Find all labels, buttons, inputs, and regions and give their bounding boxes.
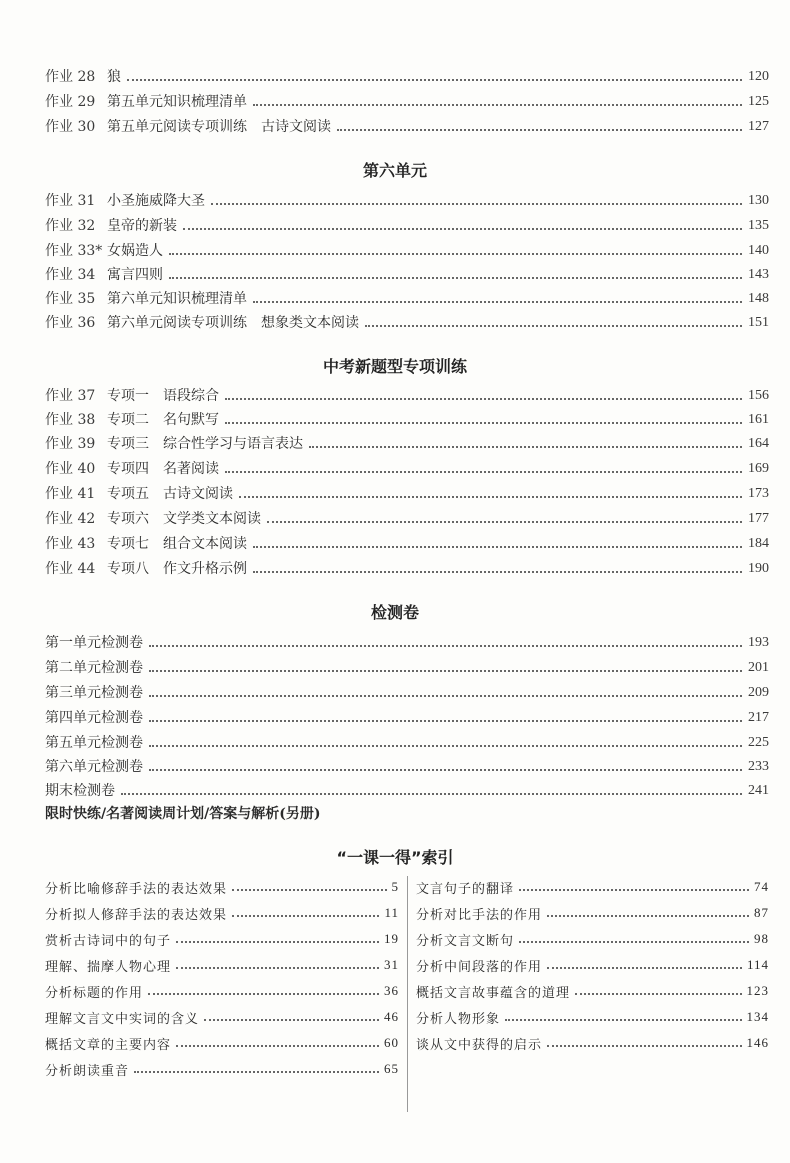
- entry-title: 第二单元检测卷: [45, 660, 143, 676]
- entry-title: 第六单元知识梳理清单: [107, 291, 247, 307]
- leader-dots: [253, 546, 742, 548]
- entry-number: 作业 35: [45, 291, 96, 307]
- index-entry[interactable]: [45, 1058, 399, 1080]
- entry-number: 作业 29: [45, 94, 96, 110]
- index-page: 19: [384, 931, 399, 946]
- leader-dots: [149, 720, 742, 722]
- leader-dots: [149, 745, 742, 747]
- index-page: 65: [384, 1061, 399, 1076]
- leader-dots: [225, 471, 742, 473]
- index-page: 134: [746, 1009, 769, 1024]
- toc-entry[interactable]: [45, 240, 769, 262]
- index-page: 11: [384, 905, 399, 920]
- index-title: 分析朗读重音: [45, 1063, 130, 1079]
- index-page: 146: [746, 1035, 769, 1050]
- entry-title: 第六单元阅读专项训练 想象类文本阅读: [107, 315, 359, 331]
- entry-number: 作业 31: [45, 193, 96, 209]
- index-entry[interactable]: [416, 928, 769, 950]
- leader-dots: [169, 253, 742, 255]
- entry-title: 专项八 作文升格示例: [107, 561, 247, 577]
- leader-dots: [519, 941, 749, 943]
- entry-number: 作业 41: [45, 486, 96, 502]
- index-entry[interactable]: [416, 902, 769, 924]
- index-entry[interactable]: [45, 1006, 399, 1028]
- entry-number: 作业 36: [45, 315, 96, 331]
- leader-dots: [253, 301, 742, 303]
- entry-title: 第五单元知识梳理清单: [107, 94, 247, 110]
- index-page: 114: [746, 957, 769, 972]
- entry-title: 第六单元检测卷: [45, 759, 143, 775]
- supplement-note: 限时快练/名著阅读周计划/答案与解析(另册): [45, 806, 321, 822]
- entry-page: 169: [748, 461, 769, 476]
- index-title: 概括文章的主要内容: [45, 1037, 172, 1053]
- index-page: 123: [746, 983, 769, 998]
- entry-number: 作业 44: [45, 561, 96, 577]
- entry-page: 130: [748, 193, 769, 208]
- leader-dots: [225, 422, 742, 424]
- entry-number: 作业 43: [45, 536, 96, 552]
- entry-page: 190: [748, 561, 769, 576]
- leader-dots: [253, 571, 742, 573]
- entry-page: 177: [748, 511, 769, 526]
- entry-title: 专项五 古诗文阅读: [107, 486, 233, 502]
- entry-page: 233: [748, 759, 769, 774]
- entry-page: 156: [748, 388, 769, 403]
- index-entry[interactable]: [45, 928, 399, 950]
- leader-dots: [176, 967, 379, 969]
- index-title: 分析人物形象: [416, 1011, 501, 1027]
- leader-dots: [176, 1045, 379, 1047]
- toc-entry[interactable]: [45, 756, 769, 778]
- entry-title: 专项七 组合文本阅读: [107, 536, 247, 552]
- entry-number: 作业 42: [45, 511, 96, 527]
- index-entry[interactable]: [416, 980, 769, 1002]
- index-page: 74: [754, 879, 769, 894]
- toc-entry[interactable]: [45, 508, 769, 530]
- leader-dots: [225, 398, 742, 400]
- leader-dots: [134, 1071, 379, 1073]
- toc-entry[interactable]: [45, 433, 769, 455]
- leader-dots: [267, 521, 742, 523]
- leader-dots: [309, 446, 742, 448]
- entry-page: 140: [748, 243, 769, 258]
- toc-entry[interactable]: [45, 657, 769, 679]
- leader-dots: [121, 793, 742, 795]
- entry-page: 125: [748, 94, 769, 109]
- entry-title: 第五单元阅读专项训练 古诗文阅读: [107, 119, 331, 135]
- entry-page: 241: [748, 783, 769, 798]
- entry-page: 217: [748, 710, 769, 725]
- entry-title: 寓言四则: [107, 267, 163, 283]
- leader-dots: [149, 695, 742, 697]
- index-title: 分析文言文断句: [416, 933, 515, 949]
- index-entry[interactable]: [416, 876, 769, 898]
- toc-entry[interactable]: [45, 190, 769, 212]
- index-title: 分析比喻修辞手法的表达效果: [45, 881, 228, 897]
- index-page: 60: [384, 1035, 399, 1050]
- entry-page: 151: [748, 315, 769, 330]
- entry-page: 209: [748, 685, 769, 700]
- index-title: 谈从文中获得的启示: [416, 1037, 543, 1053]
- index-title: 分析拟人修辞手法的表达效果: [45, 907, 228, 923]
- leader-dots: [547, 1045, 741, 1047]
- entry-title: 专项四 名著阅读: [107, 461, 219, 477]
- section-heading-tests: 检测卷: [370, 603, 419, 622]
- leader-dots: [183, 228, 742, 230]
- entry-page: 143: [748, 267, 769, 282]
- entry-page: 184: [748, 536, 769, 551]
- index-title: 文言句子的翻译: [416, 881, 515, 897]
- toc-entry[interactable]: [45, 215, 769, 237]
- entry-page: 173: [748, 486, 769, 501]
- leader-dots: [253, 104, 742, 106]
- index-page: 87: [754, 905, 769, 920]
- entry-title: 第三单元检测卷: [45, 685, 143, 701]
- index-title: 分析对比手法的作用: [416, 907, 543, 923]
- leader-dots: [176, 941, 379, 943]
- toc-entry[interactable]: [45, 116, 769, 138]
- entry-title: 期末检测卷: [45, 783, 115, 799]
- entry-number: 作业 37: [45, 388, 96, 404]
- entry-title: 第四单元检测卷: [45, 710, 143, 726]
- leader-dots: [148, 993, 379, 995]
- entry-title: 小圣施威降大圣: [107, 193, 205, 209]
- index-entry[interactable]: [416, 1006, 769, 1028]
- toc-entry[interactable]: [45, 632, 769, 654]
- toc-entry[interactable]: [45, 483, 769, 505]
- index-entry[interactable]: [416, 954, 769, 976]
- entry-title: 第五单元检测卷: [45, 735, 143, 751]
- leader-dots: [239, 496, 742, 498]
- toc-entry[interactable]: [45, 558, 769, 580]
- index-title: 分析标题的作用: [45, 985, 144, 1001]
- index-entry[interactable]: [45, 980, 399, 1002]
- leader-dots: [575, 993, 741, 995]
- leader-dots: [547, 915, 749, 917]
- index-entry[interactable]: [45, 1032, 399, 1054]
- leader-dots: [211, 203, 742, 205]
- section-heading-index: “一课一得”索引: [336, 848, 454, 867]
- leader-dots: [519, 889, 749, 891]
- entry-page: 225: [748, 735, 769, 750]
- index-title: 赏析古诗词中的句子: [45, 933, 172, 949]
- entry-page: 120: [748, 69, 769, 84]
- entry-page: 161: [748, 412, 769, 427]
- index-page: 98: [754, 931, 769, 946]
- index-title: 分析中间段落的作用: [416, 959, 543, 975]
- leader-dots: [127, 79, 742, 81]
- entry-number: 作业 40: [45, 461, 96, 477]
- toc-entry[interactable]: [45, 288, 769, 310]
- index-entry[interactable]: [416, 1032, 769, 1054]
- entry-title: 专项二 名句默写: [107, 412, 219, 428]
- index-title: 概括文言故事蕴含的道理: [416, 985, 571, 1001]
- leader-dots: [169, 277, 742, 279]
- entry-number: 作业 34: [45, 267, 96, 283]
- entry-page: 193: [748, 635, 769, 650]
- entry-number: 作业 33*: [45, 243, 103, 259]
- column-divider: [407, 876, 408, 1112]
- toc-entry[interactable]: [45, 66, 769, 88]
- toc-entry[interactable]: [45, 682, 769, 704]
- entry-page: 135: [748, 218, 769, 233]
- entry-page: 127: [748, 119, 769, 134]
- entry-title: 专项六 文学类文本阅读: [107, 511, 261, 527]
- index-title: 理解文言文中实词的含义: [45, 1011, 200, 1027]
- toc-entry[interactable]: [45, 707, 769, 729]
- toc-entry[interactable]: [45, 458, 769, 480]
- toc-entry[interactable]: [45, 91, 769, 113]
- leader-dots: [204, 1019, 379, 1021]
- leader-dots: [149, 670, 742, 672]
- index-page: 46: [384, 1009, 399, 1024]
- entry-title: 皇帝的新装: [107, 218, 177, 234]
- toc-entry[interactable]: [45, 409, 769, 431]
- leader-dots: [149, 769, 742, 771]
- leader-dots: [337, 129, 742, 131]
- toc-entry[interactable]: [45, 312, 769, 334]
- entry-number: 作业 38: [45, 412, 96, 428]
- toc-entry[interactable]: [45, 533, 769, 555]
- entry-page: 148: [748, 291, 769, 306]
- leader-dots: [505, 1019, 741, 1021]
- section-heading-special: 中考新题型专项训练: [322, 357, 467, 376]
- entry-title: 专项一 语段综合: [107, 388, 219, 404]
- index-page: 31: [384, 957, 399, 972]
- entry-page: 201: [748, 660, 769, 675]
- entry-number: 作业 28: [45, 69, 96, 85]
- leader-dots: [365, 325, 742, 327]
- leader-dots: [232, 915, 379, 917]
- index-entry[interactable]: [45, 954, 399, 976]
- entry-title: 专项三 综合性学习与语言表达: [107, 436, 303, 452]
- toc-entry[interactable]: [45, 780, 769, 802]
- entry-title: 狼: [107, 69, 121, 85]
- entry-title: 第一单元检测卷: [45, 635, 143, 651]
- entry-title: 女娲造人: [107, 243, 163, 259]
- index-title: 理解、揣摩人物心理: [45, 959, 172, 975]
- index-entry[interactable]: [45, 902, 399, 924]
- entry-number: 作业 32: [45, 218, 96, 234]
- entry-page: 164: [748, 436, 769, 451]
- toc-entry[interactable]: [45, 264, 769, 286]
- toc-entry[interactable]: [45, 385, 769, 407]
- leader-dots: [149, 645, 742, 647]
- toc-entry[interactable]: [45, 732, 769, 754]
- entry-number: 作业 39: [45, 436, 96, 452]
- section-heading-unit6: 第六单元: [362, 161, 427, 180]
- leader-dots: [232, 889, 386, 891]
- entry-number: 作业 30: [45, 119, 96, 135]
- index-entry[interactable]: [45, 876, 399, 898]
- leader-dots: [547, 967, 742, 969]
- index-page: 36: [384, 983, 399, 998]
- index-page: 5: [391, 879, 399, 894]
